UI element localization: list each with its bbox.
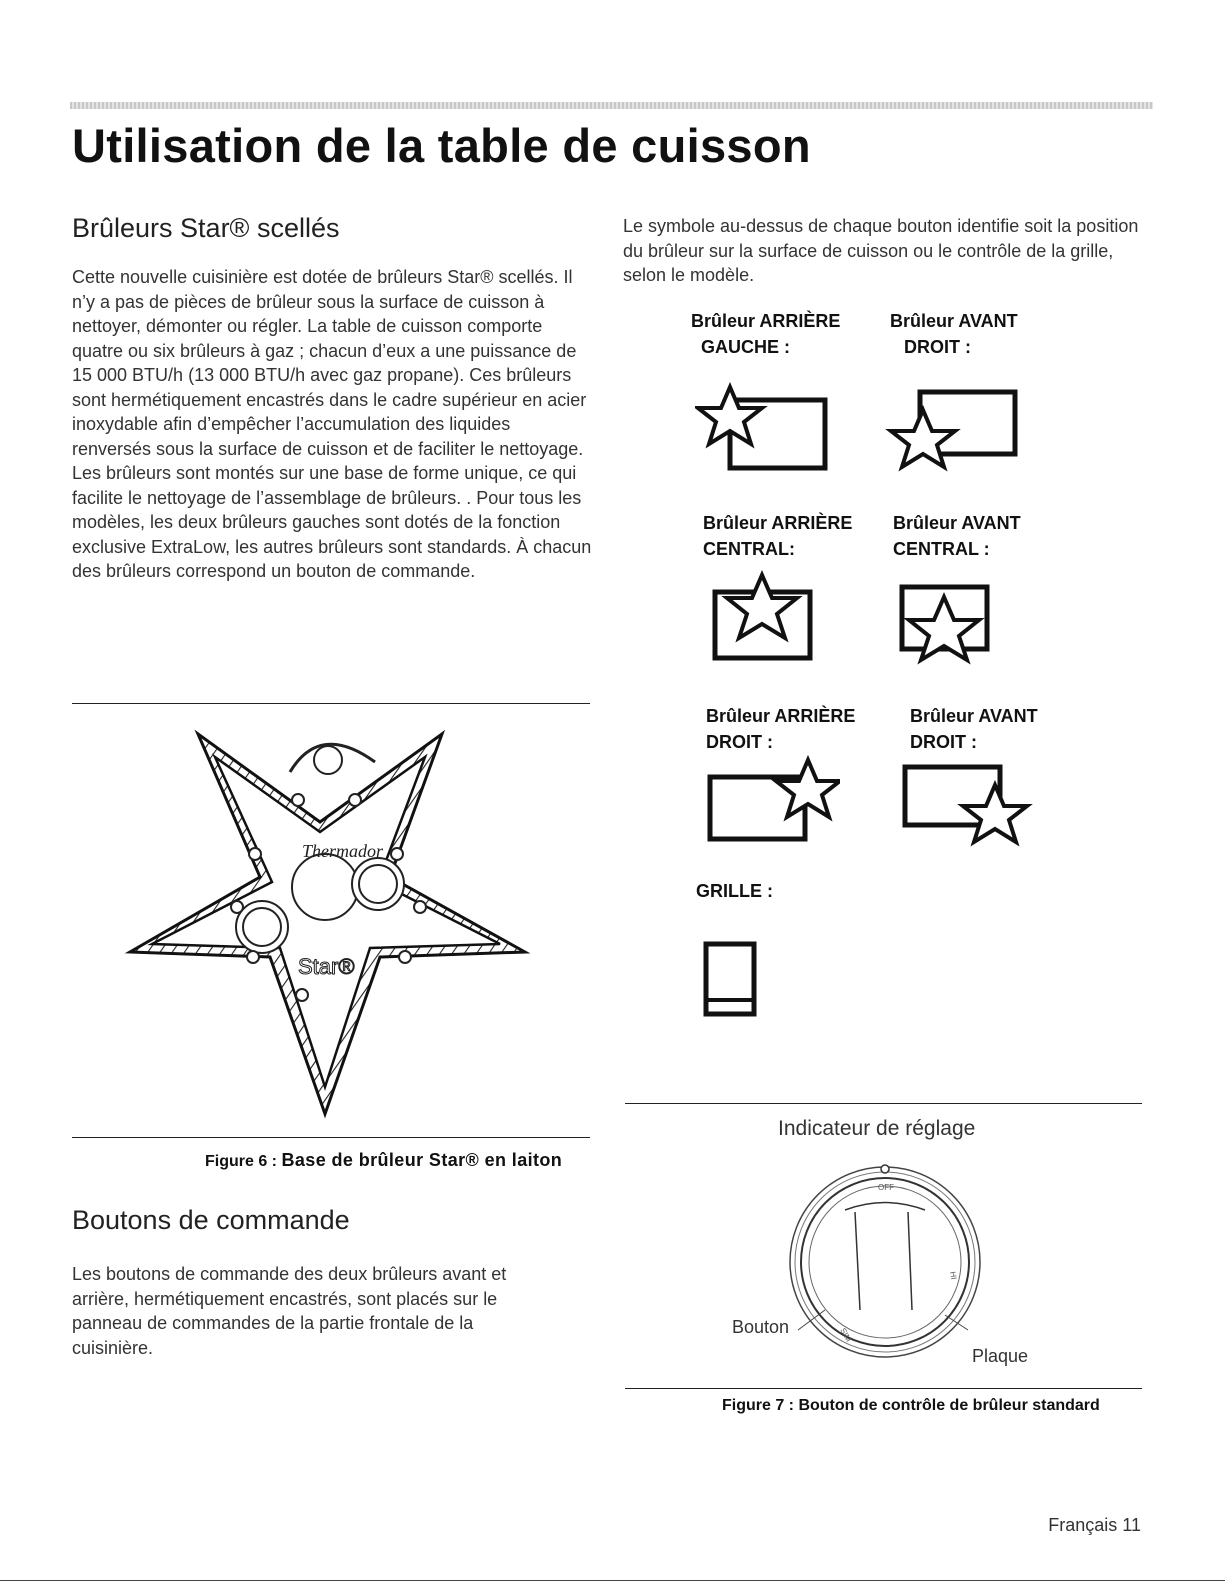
rear-left-label <box>691 308 840 360</box>
rear-left-label-line1: Brûleur ARRIÈRE <box>691 311 841 331</box>
front-right-label-line1: Brûleur AVANT <box>890 311 1018 331</box>
page-title: Utilisation de la table de cuisson <box>72 119 811 172</box>
section-heading-control-knobs: Boutons de commande <box>72 1205 350 1235</box>
figure6-caption-text: Base de brûleur Star® en laiton <box>281 1150 563 1170</box>
rear-center-label-line1: Brûleur ARRIÈRE <box>703 513 853 533</box>
figure6-caption-prefix: Figure 6 : <box>205 1153 278 1170</box>
grille-label: GRILLE : <box>696 881 773 901</box>
control-knobs-paragraph: Les boutons de commande des deux brûleurs avant et arrière, hermétiquement encastrés, sont placés sur le panneau de commandes de la partie frontale de la cuisinière. <box>72 1264 507 1358</box>
figure7-bottom-rule <box>625 1388 1142 1389</box>
front-right-label-2-line1: Brûleur AVANT <box>910 706 1038 726</box>
section-heading-sealed-burners: Brûleurs Star® scellés <box>72 213 340 243</box>
rear-left-label-line2: GAUCHE : <box>701 337 790 357</box>
front-right-burner-icon <box>885 382 1025 477</box>
dial-off-text: OFF <box>878 1183 894 1192</box>
grille-icon <box>700 940 760 1020</box>
control-knob-figure <box>730 1160 1060 1375</box>
figure7-caption: Figure 7 : Bouton de contrôle de brûleur standard <box>722 1397 1100 1414</box>
symbol-intro-paragraph: Le symbole au-dessus de chaque bouton identifie soit la position du brûleur sur la surface de cuisson ou le contrôle de la grille, selon le modèle. <box>623 216 1139 285</box>
front-right-burner-icon-2 <box>895 757 1035 847</box>
title-top-rule <box>70 102 1153 109</box>
thermador-logo: Thermador <box>302 841 384 861</box>
front-right-label-line2: DROIT : <box>904 337 971 357</box>
rear-right-label-line1: Brûleur ARRIÈRE <box>706 706 856 726</box>
figure6-caption <box>205 1150 562 1171</box>
knob-label: Bouton <box>732 1317 790 1337</box>
plate-label: Plaque <box>972 1346 1029 1366</box>
figure7-top-rule <box>625 1103 1142 1104</box>
star-burner-base-figure <box>120 712 540 1124</box>
front-right-label <box>890 308 1018 360</box>
figure6-top-rule <box>72 703 590 704</box>
dial-sim-text: SIM <box>838 1326 854 1344</box>
figure7-title: Indicateur de réglage <box>778 1117 976 1140</box>
front-right-label-2 <box>910 703 1038 755</box>
figure6-bottom-rule <box>72 1137 590 1138</box>
rear-right-label <box>706 703 855 755</box>
rear-center-label <box>703 510 852 562</box>
star-mark: Star® <box>298 954 355 979</box>
rear-left-burner-icon <box>695 382 835 477</box>
front-center-burner-icon <box>892 575 1007 670</box>
front-center-label-line2: CENTRAL : <box>893 539 990 559</box>
sealed-burners-paragraph: Cette nouvelle cuisinière est dotée de brûleurs Star® scellés. Il n’y a pas de pièces de brûleur sous la surface de cuisson à nettoyer, démonter ou régler. La table de cuisson comporte quatre ou six brûleurs à gaz ; chacun d’eux a une puissance de 15 000 BTU/h (13 000 BTU/h avec gaz propane). Ces brûleurs sont hermétiquement encastrés dans le cadre supérieur en acier inoxydable afin d’empêcher l’accumulation des liquides renversés sous la surface de cuisson et de faciliter le nettoyage. Les brûleurs sont montés sur une base de forme unique, ce qui facilite le nettoyage de l’assemblage de brûleurs. . Pour tous les modèles, les deux brûleurs gauches sont dotés de la fonction exclusive ExtraLow, les autres brûleurs sont standards. À chacun des brûleurs correspond un bouton de commande. <box>72 267 592 581</box>
page-footer: Français 11 <box>1048 1515 1141 1535</box>
rear-right-label-line2: DROIT : <box>706 732 773 752</box>
front-right-label-2-line2: DROIT : <box>910 732 977 752</box>
rear-center-burner-icon <box>705 570 820 665</box>
rear-center-label-line2: CENTRAL: <box>703 539 795 559</box>
rear-right-burner-icon <box>700 755 840 845</box>
front-center-label-line1: Brûleur AVANT <box>893 513 1021 533</box>
dial-hi-text: HI <box>948 1270 959 1281</box>
page-bottom-rule <box>0 1580 1225 1581</box>
front-center-label <box>893 510 1021 562</box>
